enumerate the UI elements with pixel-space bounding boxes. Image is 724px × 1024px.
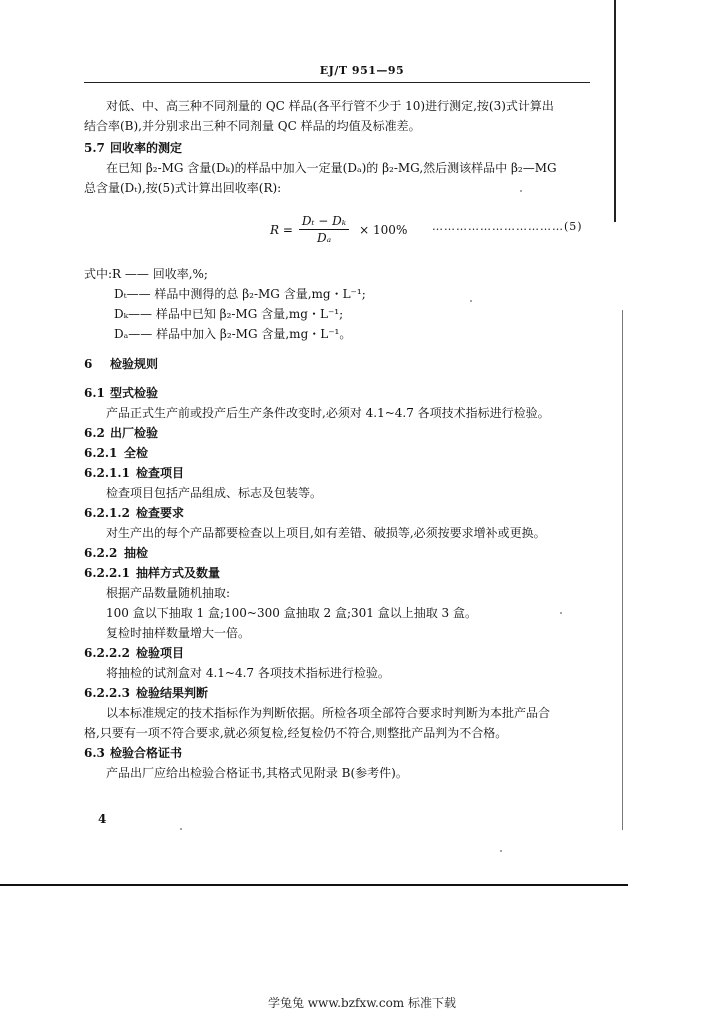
paragraph-line: 将抽检的试剂盒对 4.1~4.7 各项技术指标进行检验。 xyxy=(106,666,390,680)
page-number: 4 xyxy=(98,812,107,826)
scan-edge-line xyxy=(614,0,616,222)
formula-number: ……………………………(5) xyxy=(432,220,583,233)
section-heading-6-2-2 xyxy=(84,545,148,561)
section-title: 型式检验 xyxy=(110,386,159,400)
paragraph-line: 根据产品数量随机抽取: xyxy=(106,586,231,600)
formula-denominator: Dₐ xyxy=(316,231,332,245)
scan-speck xyxy=(520,190,522,192)
section-number: 6.2.1.1 xyxy=(84,466,130,480)
document-header: EJ/T 951—95 xyxy=(319,64,405,77)
paragraph-line: 产品出厂应给出检验合格证书,其格式见附录 B(参考件)。 xyxy=(106,766,408,780)
paragraph-line: 结合率(B),并分别求出三种不同剂量 QC 样品的均值及标准差。 xyxy=(84,119,421,133)
section-number: 6 xyxy=(84,357,93,371)
section-title: 检验结果判断 xyxy=(136,686,209,700)
paragraph-line: 格,只要有一项不符合要求,就必须复检,经复检仍不符合,则整批产品判为不合格。 xyxy=(84,726,508,740)
scan-edge-line-lower xyxy=(622,310,623,830)
formula-fraction xyxy=(299,214,349,245)
section-number: 6.2.2 xyxy=(84,546,118,560)
section-number: 6.1 xyxy=(84,386,105,400)
scan-speck xyxy=(560,612,562,614)
section-title: 全检 xyxy=(124,446,149,460)
paragraph-line: 对生产出的每个产品都要检查以上项目,如有差错、破损等,必须按要求增补或更换。 xyxy=(106,526,546,540)
section-heading-6-2-1 xyxy=(84,445,148,461)
scan-speck xyxy=(180,828,182,830)
paragraph-line: 在已知 β₂-MG 含量(Dₖ)的样品中加入一定量(Dₐ)的 β₂-MG,然后测该样品中 β₂—MG xyxy=(106,161,557,175)
variable-definition: Dₜ—— 样品中测得的总 β₂-MG 含量,mg・L⁻¹; xyxy=(114,287,366,301)
section-title: 检验规则 xyxy=(110,357,159,371)
paragraph-line: 100 盒以下抽取 1 盒;100~300 盒抽取 2 盒;301 盒以上抽取 3 盒。 xyxy=(106,606,477,620)
recovery-formula xyxy=(270,214,407,245)
section-heading-6-2-1-2 xyxy=(84,505,184,521)
section-number: 6.3 xyxy=(84,746,105,760)
paragraph-line: 以本标准规定的技术指标作为判断依据。所检各项全部符合要求时判断为本批产品合 xyxy=(106,706,551,720)
header-rule xyxy=(84,82,590,83)
paragraph-line: 对低、中、高三种不同剂量的 QC 样品(各平行管不少于 10)进行测定,按(3)式计算出 xyxy=(106,99,554,113)
section-heading-6-3 xyxy=(84,745,182,761)
scan-speck xyxy=(500,850,502,852)
section-heading-5-7 xyxy=(84,140,182,156)
section-heading-6-2-1-1 xyxy=(84,465,184,481)
variable-definition: Dₖ—— 样品中已知 β₂-MG 含量,mg・L⁻¹; xyxy=(114,307,344,321)
section-title: 抽样方式及数量 xyxy=(136,566,221,580)
section-number: 6.2.2.1 xyxy=(84,566,130,580)
section-heading-6-2-2-1 xyxy=(84,565,220,581)
formula-lhs: R = xyxy=(270,222,293,237)
section-number: 6.2.2.2 xyxy=(84,646,130,660)
formula-numerator: Dₜ − Dₖ xyxy=(299,214,349,230)
paragraph-line: 检查项目包括产品组成、标志及包装等。 xyxy=(106,486,323,500)
paragraph-line: 复检时抽样数量增大一倍。 xyxy=(106,626,251,640)
section-number: 6.2 xyxy=(84,426,105,440)
section-title: 检验项目 xyxy=(136,646,185,660)
variable-definition: 式中:R —— 回收率,%; xyxy=(84,267,208,281)
section-heading-6-2 xyxy=(84,425,158,441)
section-title: 回收率的测定 xyxy=(110,141,183,155)
paragraph-line: 产品正式生产前或投产后生产条件改变时,必须对 4.1~4.7 各项技术指标进行检验。 xyxy=(106,406,550,420)
section-heading-6-2-2-2 xyxy=(84,645,184,661)
section-heading-6-2-2-3 xyxy=(84,685,208,701)
section-title: 检验合格证书 xyxy=(110,746,183,760)
paragraph-line: 总含量(Dₜ),按(5)式计算出回收率(R): xyxy=(84,181,282,195)
watermark-footer: 学兔兔 www.bzfxw.com 标准下载 xyxy=(267,996,457,1010)
section-title: 检查要求 xyxy=(136,506,185,520)
section-title: 抽检 xyxy=(124,546,149,560)
formula-multiplier: × 100% xyxy=(359,222,408,237)
page-bottom-rule xyxy=(0,884,628,886)
section-title: 出厂检验 xyxy=(110,426,159,440)
section-number: 6.2.2.3 xyxy=(84,686,130,700)
section-heading-6 xyxy=(84,356,158,372)
section-number: 6.2.1.2 xyxy=(84,506,130,520)
section-number: 5.7 xyxy=(84,141,105,155)
scan-speck xyxy=(470,300,472,302)
variable-definition: Dₐ—— 样品中加入 β₂-MG 含量,mg・L⁻¹。 xyxy=(114,327,352,341)
section-number: 6.2.1 xyxy=(84,446,118,460)
section-title: 检查项目 xyxy=(136,466,185,480)
section-heading-6-1 xyxy=(84,385,158,401)
